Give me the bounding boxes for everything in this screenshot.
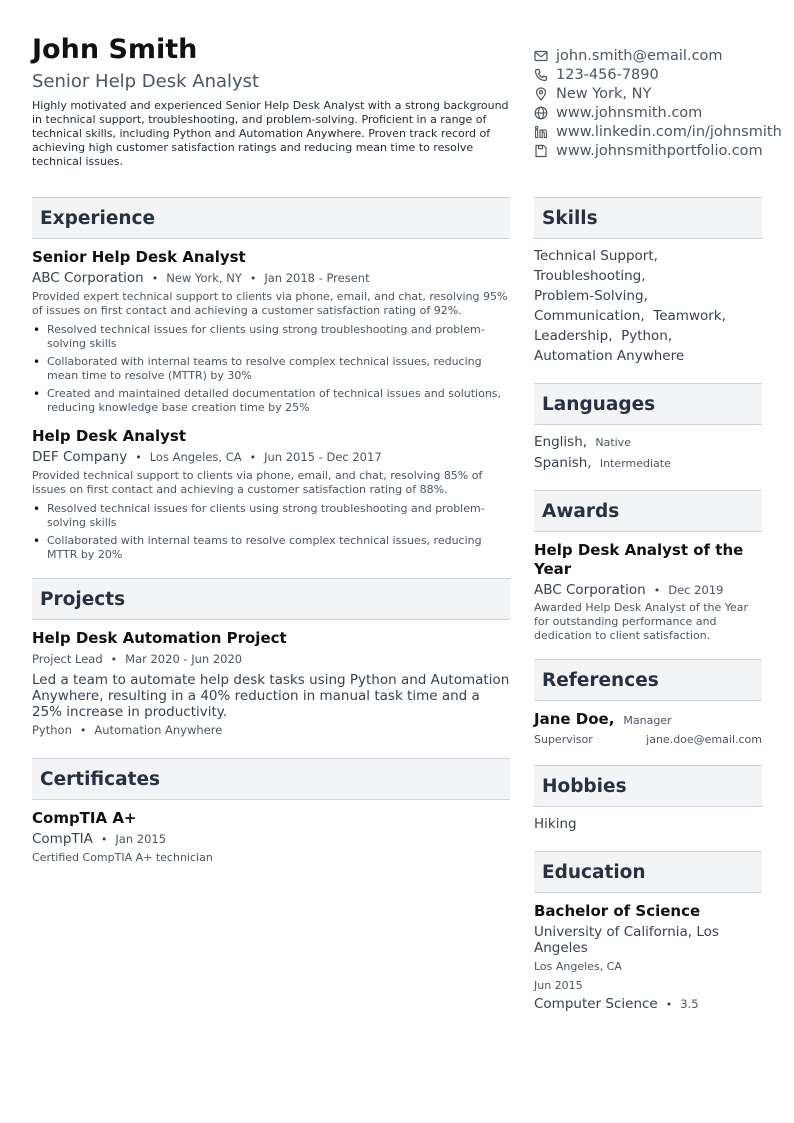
contact-phone-text: 123-456-7890 (556, 66, 659, 83)
header (32, 34, 512, 169)
separator-dot: • (79, 724, 87, 737)
project-dates: Mar 2020 - Jun 2020 (125, 652, 243, 666)
linkedin-icon (534, 125, 548, 139)
experience-heading: Experience (32, 197, 510, 239)
education-field: Computer Science (534, 996, 658, 1012)
language-name: Spanish, (534, 455, 592, 471)
job-bullet: • Resolved technical issues for clients using strong troubleshooting and problem-solving skills (32, 323, 510, 351)
skill-line: Automation Anywhere (534, 348, 685, 364)
separator-dot: • (249, 451, 257, 464)
project-tag: Python (32, 723, 72, 737)
separator-dot: • (665, 998, 673, 1011)
separator-dot: • (110, 653, 118, 666)
hobby-item: Hiking (534, 816, 577, 832)
job-company: ABC Corporation (32, 270, 144, 286)
awards-heading: Awards (534, 490, 762, 532)
language-level: Intermediate (599, 457, 671, 470)
contact-phone[interactable] (534, 65, 794, 84)
contact-email[interactable] (534, 46, 794, 65)
education-school: University of California, Los Angeles (534, 924, 719, 956)
separator-dot: • (653, 584, 661, 597)
education-degree: Bachelor of Science (534, 902, 701, 920)
languages-list (534, 432, 762, 474)
skill-line: Technical Support, (534, 248, 658, 264)
certificate-meta (32, 831, 510, 848)
candidate-title: Senior Help Desk Analyst (32, 71, 260, 92)
job-company: DEF Company (32, 449, 128, 465)
award-date: Dec 2019 (668, 583, 724, 597)
skill-line: Leadership, Python, (534, 328, 673, 344)
experience-item (32, 427, 510, 562)
certificate-item (32, 809, 510, 864)
language-level: Native (595, 436, 631, 449)
contact-list (534, 46, 794, 160)
reference-name-row (534, 710, 762, 729)
skill-line: Communication, Teamwork, (534, 308, 726, 324)
skills-list (534, 246, 762, 366)
project-title: Help Desk Automation Project (32, 629, 287, 647)
certificates-heading: Certificates (32, 758, 510, 800)
reference-item (534, 710, 762, 746)
project-description: Led a team to automate help desk tasks using Python and Automation Anywhere, resulting in a 40% reduction in manual task time and a 25% increase in productivity. (32, 672, 510, 720)
job-description: Provided technical support to clients via phone, email, and chat, resolving 85% of issues on first contact and achieving a customer satisfaction rating of 88%. (32, 469, 483, 496)
contact-portfolio[interactable] (534, 141, 794, 160)
reference-role: Manager (623, 714, 672, 727)
job-title: Help Desk Analyst (32, 427, 187, 445)
job-dates: Jan 2018 - Present (264, 271, 370, 285)
contact-website[interactable] (534, 103, 794, 122)
job-location: Los Angeles, CA (149, 450, 242, 464)
award-meta (534, 582, 762, 599)
project-meta (32, 651, 510, 668)
language-name: English, (534, 434, 588, 450)
job-description: Provided expert technical support to clients via phone, email, and chat, resolving 95% of issues on first contact and achieving a customer satisfaction rating of 92%. (32, 290, 508, 317)
project-role: Project Lead (32, 652, 103, 666)
location-icon (534, 87, 548, 101)
summary: Highly motivated and experienced Senior Help Desk Analyst with a strong background in technical support, troubleshooting, and problem-solving. Proficient in a range of technical skills, including Python and Automation Anywhere. Proven track record of achieving high customer satisfaction ratings and reducing mean time to resolve technical issues. (32, 99, 509, 168)
education-heading: Education (534, 851, 762, 893)
award-item (534, 541, 762, 643)
certificate-date: Jan 2015 (115, 832, 167, 846)
job-meta (32, 449, 510, 466)
language-item (534, 432, 762, 453)
certificate-description: Certified CompTIA A+ technician (32, 851, 213, 864)
phone-icon (534, 68, 548, 82)
job-bullet: • Collaborated with internal teams to resolve complex technical issues, reducing MTTR by 20% (32, 534, 510, 562)
references-heading: References (534, 659, 762, 701)
education-item (534, 902, 762, 1013)
certificate-issuer: CompTIA (32, 831, 93, 847)
contact-location-text: New York, NY (556, 85, 652, 102)
hobbies-heading: Hobbies (534, 765, 762, 807)
experience-item (32, 248, 510, 415)
languages-heading: Languages (534, 383, 762, 425)
contact-website-text: www.johnsmith.com (556, 104, 703, 121)
award-description: Awarded Help Desk Analyst of the Year for outstanding performance and dedication to client satisfaction. (534, 601, 749, 642)
job-bullets (32, 323, 510, 415)
job-meta (32, 270, 510, 287)
separator-dot: • (135, 451, 142, 464)
skill-line: Problem-Solving, (534, 288, 648, 304)
contact-location (534, 84, 794, 103)
reference-email[interactable]: jane.doe@email.com (646, 733, 762, 746)
job-bullet: • Resolved technical issues for clients using strong troubleshooting and problem-solving skills (32, 502, 510, 530)
contact-portfolio-text: www.johnsmithportfolio.com (556, 142, 763, 159)
award-title: Help Desk Analyst of the Year (534, 541, 744, 578)
reference-details (534, 733, 762, 746)
job-title: Senior Help Desk Analyst (32, 248, 246, 266)
portfolio-icon (534, 144, 548, 158)
certificate-title: CompTIA A+ (32, 809, 137, 827)
job-dates: Jun 2015 - Dec 2017 (264, 450, 382, 464)
job-bullet: • Created and maintained detailed documentation of technical issues and solutions, reducing knowledge base creation time by 25% (32, 387, 510, 415)
project-item (32, 629, 510, 739)
email-icon (534, 49, 548, 63)
contact-linkedin-text: www.linkedin.com/in/johnsmith (556, 123, 782, 140)
skills-heading: Skills (534, 197, 762, 239)
left-column (32, 197, 510, 864)
separator-dot: • (249, 272, 257, 285)
globe-icon (534, 106, 548, 120)
award-org: ABC Corporation (534, 582, 646, 598)
right-column (534, 197, 762, 1013)
projects-heading: Projects (32, 578, 510, 620)
education-location: Los Angeles, CA (534, 960, 622, 973)
contact-email-text: john.smith@email.com (556, 47, 723, 64)
project-tags (32, 722, 510, 739)
job-location: New York, NY (166, 271, 242, 285)
education-field-row (534, 996, 762, 1013)
reference-role-2: Supervisor (534, 733, 593, 746)
education-gpa: 3.5 (680, 997, 699, 1011)
education-date: Jun 2015 (534, 979, 583, 992)
job-bullet: • Collaborated with internal teams to resolve complex technical issues, reducing mean time to resolve (MTTR) by 30% (32, 355, 510, 383)
separator-dot: • (151, 272, 159, 285)
language-item (534, 453, 762, 474)
job-bullets (32, 502, 510, 562)
candidate-name: John Smith (32, 34, 198, 65)
separator-dot: • (100, 833, 108, 846)
project-tag: Automation Anywhere (94, 723, 223, 737)
contact-linkedin[interactable] (534, 122, 794, 141)
skill-line: Troubleshooting, (534, 268, 646, 284)
reference-name: Jane Doe, (534, 710, 615, 728)
